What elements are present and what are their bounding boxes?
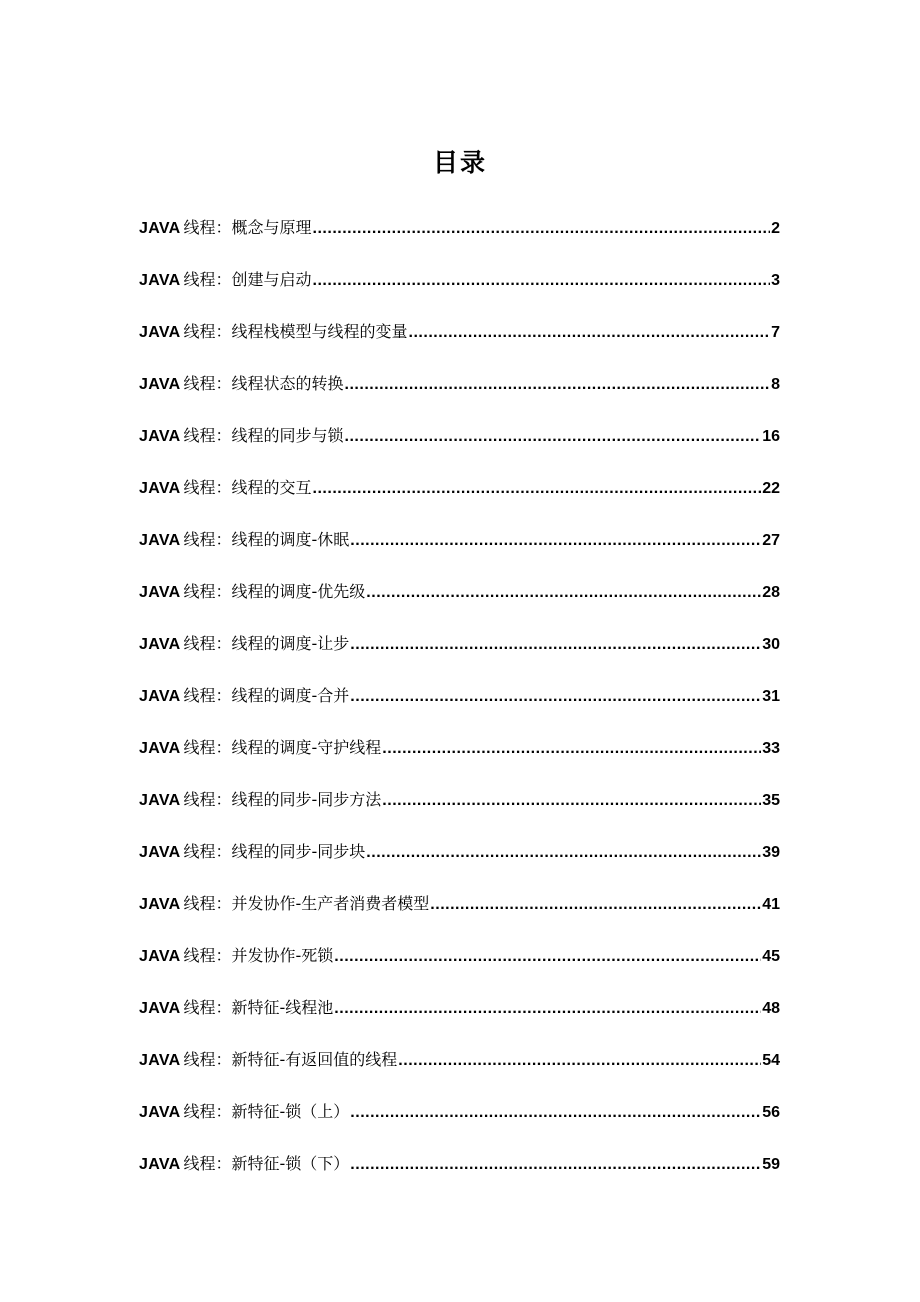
toc-dot-leader <box>313 211 771 247</box>
toc-entry-page-number: 35 <box>762 792 780 809</box>
toc-entry-prefix: JAVA <box>139 532 181 549</box>
toc-entry-title: 线程：概念与原理 <box>183 218 312 237</box>
toc-list <box>139 210 780 1198</box>
toc-entry-title: 线程：线程状态的转换 <box>183 374 344 393</box>
toc-dot-leader <box>350 627 761 663</box>
toc-dot-leader <box>398 1043 761 1079</box>
toc-entry[interactable] <box>139 938 780 990</box>
toc-entry[interactable] <box>139 314 780 366</box>
toc-entry-prefix: JAVA <box>139 1052 181 1069</box>
toc-dot-leader <box>350 679 761 715</box>
toc-entry-page-number: 48 <box>762 1000 780 1017</box>
toc-entry-prefix: JAVA <box>139 844 181 861</box>
toc-entry-title: 线程：创建与启动 <box>183 270 312 289</box>
toc-entry[interactable] <box>139 678 780 730</box>
toc-entry-title: 线程：线程的同步-同步方法 <box>183 790 382 809</box>
toc-entry-prefix: JAVA <box>139 272 181 289</box>
toc-dot-leader <box>430 887 761 923</box>
toc-entry-title: 线程：线程的调度-休眠 <box>183 530 350 549</box>
toc-entry-page-number: 41 <box>762 896 780 913</box>
toc-entry[interactable] <box>139 574 780 626</box>
toc-entry[interactable] <box>139 262 780 314</box>
toc-entry[interactable] <box>139 418 780 470</box>
toc-entry-title: 线程：线程栈模型与线程的变量 <box>183 322 408 341</box>
toc-entry[interactable] <box>139 522 780 574</box>
toc-entry-prefix: JAVA <box>139 480 181 497</box>
toc-entry-page-number: 27 <box>762 532 780 549</box>
toc-entry[interactable] <box>139 626 780 678</box>
toc-entry-prefix: JAVA <box>139 740 181 757</box>
toc-entry-page-number: 2 <box>771 220 780 237</box>
toc-entry-page-number: 59 <box>762 1156 780 1173</box>
toc-dot-leader <box>366 575 761 611</box>
toc-dot-leader <box>345 367 771 403</box>
toc-entry-title: 线程：线程的调度-守护线程 <box>183 738 382 757</box>
toc-dot-leader <box>350 523 761 559</box>
toc-dot-leader <box>345 419 762 455</box>
toc-entry-page-number: 28 <box>762 584 780 601</box>
toc-entry-prefix: JAVA <box>139 688 181 705</box>
toc-entry-title: 线程：新特征-锁（下） <box>183 1154 350 1173</box>
toc-entry-page-number: 30 <box>762 636 780 653</box>
toc-dot-leader <box>350 1147 761 1183</box>
toc-entry-page-number: 16 <box>762 428 780 445</box>
toc-entry-title: 线程：线程的同步-同步块 <box>183 842 366 861</box>
toc-dot-leader <box>382 731 761 767</box>
toc-entry-prefix: JAVA <box>139 948 181 965</box>
toc-entry-title: 线程：线程的同步与锁 <box>183 426 344 445</box>
toc-entry-title: 线程：新特征-锁（上） <box>183 1102 350 1121</box>
toc-entry[interactable] <box>139 834 780 886</box>
toc-entry-title: 线程：线程的调度-合并 <box>183 686 350 705</box>
toc-entry-prefix: JAVA <box>139 376 181 393</box>
toc-dot-leader <box>334 939 761 975</box>
toc-entry-prefix: JAVA <box>139 428 181 445</box>
toc-entry[interactable] <box>139 1094 780 1146</box>
toc-entry-title: 线程：线程的调度-让步 <box>183 634 350 653</box>
toc-entry-page-number: 7 <box>771 324 780 341</box>
toc-entry-page-number: 45 <box>762 948 780 965</box>
toc-dot-leader <box>313 471 762 507</box>
toc-dot-leader <box>366 835 761 871</box>
toc-entry-title: 线程：新特征-线程池 <box>183 998 334 1017</box>
toc-entry[interactable] <box>139 1042 780 1094</box>
toc-entry-title: 线程：线程的调度-优先级 <box>183 582 366 601</box>
toc-dot-leader <box>334 991 761 1027</box>
toc-entry-prefix: JAVA <box>139 896 181 913</box>
toc-entry[interactable] <box>139 366 780 418</box>
toc-entry-page-number: 22 <box>762 480 780 497</box>
toc-entry-title: 线程：并发协作-死锁 <box>183 946 334 965</box>
toc-entry-title: 线程：线程的交互 <box>183 478 312 497</box>
toc-entry-page-number: 39 <box>762 844 780 861</box>
toc-dot-leader <box>313 263 771 299</box>
toc-entry[interactable] <box>139 210 780 262</box>
toc-dot-leader <box>350 1095 761 1131</box>
toc-entry[interactable] <box>139 730 780 782</box>
toc-entry-prefix: JAVA <box>139 220 181 237</box>
toc-entry-page-number: 54 <box>762 1052 780 1069</box>
toc-dot-leader <box>382 783 761 819</box>
toc-entry[interactable] <box>139 782 780 834</box>
toc-entry-page-number: 56 <box>762 1104 780 1121</box>
toc-entry-prefix: JAVA <box>139 1156 181 1173</box>
toc-entry-title: 线程：并发协作-生产者消费者模型 <box>183 894 430 913</box>
toc-dot-leader <box>409 315 771 351</box>
toc-entry-prefix: JAVA <box>139 324 181 341</box>
toc-entry-prefix: JAVA <box>139 1104 181 1121</box>
toc-entry[interactable] <box>139 990 780 1042</box>
toc-entry-title: 线程：新特征-有返回值的线程 <box>183 1050 398 1069</box>
toc-entry[interactable] <box>139 886 780 938</box>
toc-entry-page-number: 33 <box>762 740 780 757</box>
toc-entry-page-number: 31 <box>762 688 780 705</box>
toc-title: 目录 <box>432 148 487 177</box>
toc-entry-page-number: 3 <box>771 272 780 289</box>
toc-entry-prefix: JAVA <box>139 1000 181 1017</box>
toc-entry[interactable] <box>139 470 780 522</box>
toc-entry-prefix: JAVA <box>139 792 181 809</box>
toc-entry-prefix: JAVA <box>139 636 181 653</box>
toc-entry[interactable] <box>139 1146 780 1198</box>
toc-entry-page-number: 8 <box>771 376 780 393</box>
toc-entry-prefix: JAVA <box>139 584 181 601</box>
